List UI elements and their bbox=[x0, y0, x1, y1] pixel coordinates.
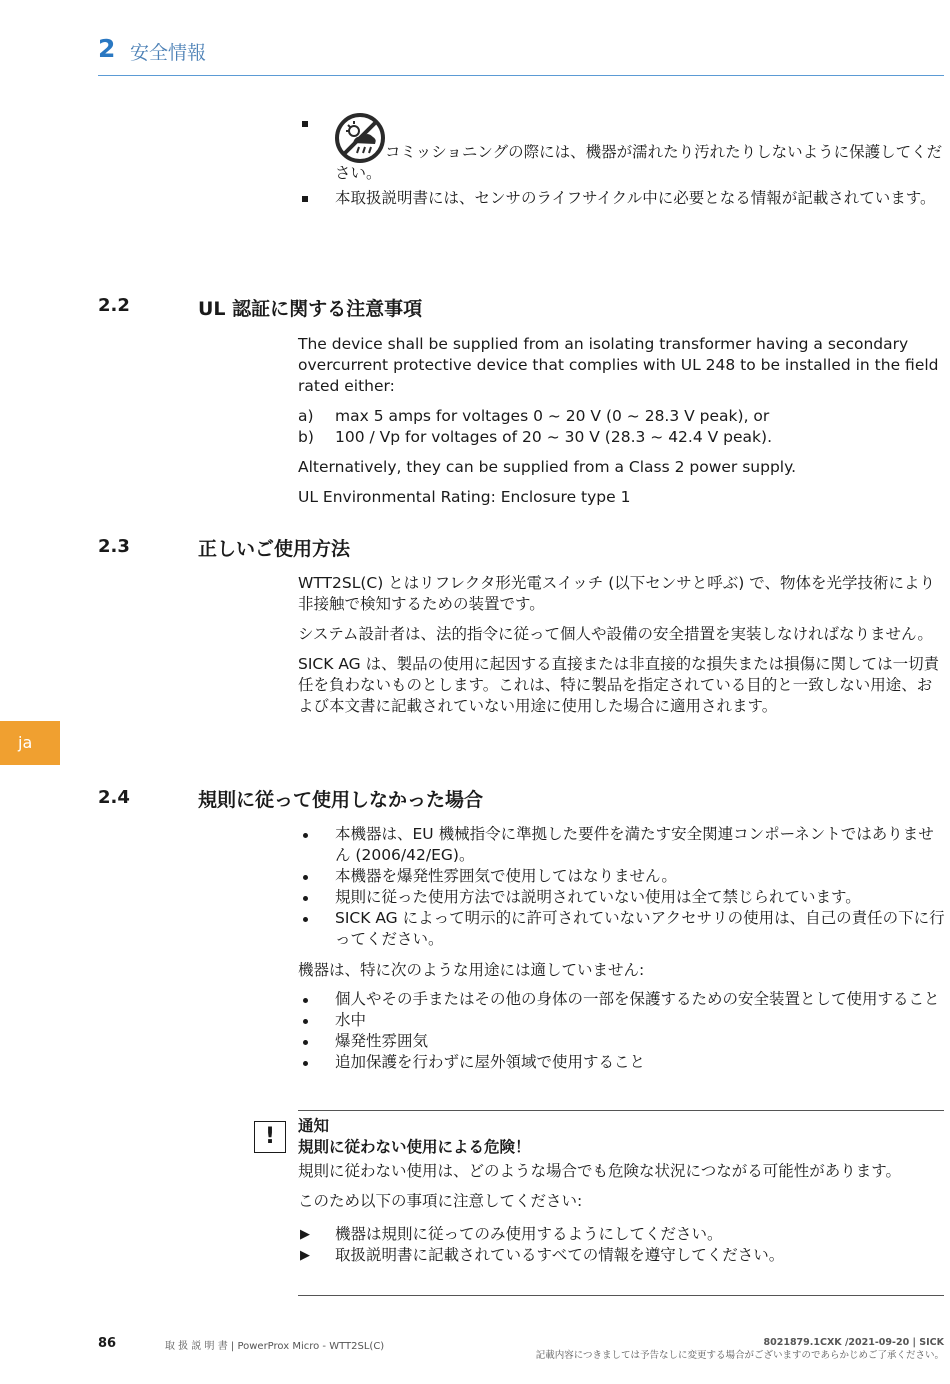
list-item bbox=[298, 1010, 946, 1031]
notice-box bbox=[298, 1110, 944, 1296]
section-title: 規則に従って使用しなかった場合 bbox=[198, 789, 484, 811]
bullet-text: 水中 bbox=[335, 1011, 367, 1029]
square-bullet-icon bbox=[302, 121, 308, 127]
bullet-text: 本取扱説明書には、センサのライフサイクル中に必要となる情報が記載されています。 bbox=[335, 189, 936, 207]
footer-note: 記載内容につきましては予告なしに変更する場合がございますのであらかじめご了承ください。 bbox=[535, 1350, 944, 1361]
bullet-text: 本機器を爆発性雰囲気で使用してはなりません。 bbox=[335, 867, 677, 885]
bullet-text: 追加保護を行わずに屋外領域で使用すること bbox=[335, 1053, 646, 1071]
bullet-text: 個人やその手またはその他の身体の一部を保護するための安全装置として使用すること bbox=[335, 990, 940, 1008]
bullet-text: 本機器は、EU 機械指令に準拠した要件を満たす安全関連コンポーネントではありません (2006/42/EG)。 bbox=[335, 825, 934, 864]
list-text: max 5 amps for voltages 0 ~ 20 V (0 ~ 28.3 V peak), or bbox=[335, 407, 770, 425]
bullet-text: SICK AG によって明示的に許可されていないアクセサリの使用は、自己の責任の下に行ってください。 bbox=[335, 909, 945, 948]
bullet-text: コミッショニングの際には、機器が濡れたり汚れたりしないように保護してください。 bbox=[335, 143, 943, 182]
paragraph: UL Environmental Rating: Enclosure type 1 bbox=[298, 488, 631, 506]
paragraph: 規則に従わない使用は、どのような場合でも危険な状況につながる可能性があります。 bbox=[298, 1162, 901, 1180]
list-item bbox=[298, 866, 946, 887]
list-item bbox=[298, 989, 946, 1010]
section-title: UL 認証に関する注意事項 bbox=[198, 298, 423, 320]
bullet-text: 規則に従った使用方法では説明されていない使用は全て禁じられています。 bbox=[335, 888, 861, 906]
chapter-title: 安全情報 bbox=[130, 42, 207, 64]
bullet-dot-icon bbox=[303, 1019, 308, 1024]
bullet-dot-icon bbox=[303, 1061, 308, 1066]
step-text: 機器は規則に従ってのみ使用するようにしてください。 bbox=[335, 1225, 723, 1243]
document-title: 取 扱 説 明 書 | PowerProx Micro - WTT2SL(C) bbox=[165, 1341, 385, 1352]
list-item bbox=[298, 427, 946, 448]
language-tab: ja bbox=[0, 721, 60, 765]
bullet-dot-icon bbox=[303, 833, 308, 838]
arrow-bullet-icon: ▶ bbox=[300, 1248, 310, 1263]
square-bullet-icon bbox=[302, 196, 308, 202]
bullet-dot-icon bbox=[303, 998, 308, 1003]
notice-heading: 規則に従わない使用による危険！ bbox=[298, 1138, 531, 1156]
bullet-dot-icon bbox=[303, 875, 308, 880]
list-text: 100 / Vp for voltages of 20 ~ 30 V (28.3 ~ 42.4 V peak). bbox=[335, 428, 772, 446]
list-item bbox=[298, 188, 946, 209]
section-number: 2.3 bbox=[98, 536, 130, 557]
bullet-dot-icon bbox=[303, 917, 308, 922]
document-id: 8021879.1CXK /2021-09-20 | SICK bbox=[763, 1337, 944, 1348]
bullet-text: 爆発性雰囲気 bbox=[335, 1032, 429, 1050]
paragraph: 機器は、特に次のような用途には適していません: bbox=[298, 961, 645, 979]
list-item bbox=[298, 1052, 946, 1073]
chapter-number: 2 bbox=[98, 34, 116, 63]
page-header bbox=[98, 34, 944, 76]
paragraph: WTT2SL(C) とはリフレクタ形光電スイッチ (以下センサと呼ぶ) で、物体を光学技術により非接触で検知するための装置です。 bbox=[298, 574, 935, 613]
list-item bbox=[298, 908, 946, 950]
list-item bbox=[298, 824, 946, 866]
paragraph: Alternatively, they can be supplied from a Class 2 power supply. bbox=[298, 458, 796, 476]
bullet-dot-icon bbox=[303, 1040, 308, 1045]
notice-label: 通知 bbox=[298, 1117, 330, 1135]
paragraph: The device shall be supplied from an isolating transformer having a secondary overcurrent protective device that complies with UL 248 to be installed in the field rated either: bbox=[298, 335, 939, 395]
paragraph: システム設計者は、法的指令に従って個人や設備の安全措置を実装しなければなりません。 bbox=[298, 625, 933, 643]
page-number: 86 bbox=[98, 1336, 117, 1351]
section-number: 2.2 bbox=[98, 295, 130, 316]
list-item bbox=[298, 406, 946, 427]
list-item bbox=[298, 1224, 944, 1245]
bullet-dot-icon bbox=[303, 896, 308, 901]
paragraph: このため以下の事項に注意してください: bbox=[298, 1192, 583, 1210]
step-text: 取扱説明書に記載されているすべての情報を遵守してください。 bbox=[335, 1246, 785, 1264]
list-item bbox=[298, 887, 946, 908]
section-body bbox=[298, 573, 946, 726]
list-label: b) bbox=[298, 428, 314, 446]
bullet-list bbox=[298, 824, 946, 950]
section-number: 2.4 bbox=[98, 787, 130, 808]
arrow-bullet-icon: ▶ bbox=[300, 1227, 310, 1242]
section-body bbox=[298, 334, 946, 517]
section-title: 正しいご使用方法 bbox=[198, 538, 351, 560]
exclamation-icon: ! bbox=[254, 1121, 286, 1153]
list-item bbox=[298, 1031, 946, 1052]
list-label: a) bbox=[298, 407, 314, 425]
no-wet-weather-icon bbox=[335, 113, 385, 163]
paragraph: SICK AG は、製品の使用に起因する直接または非直接的な損失または損傷に関しては一切責任を負わないものとします。これは、特に製品を指定されている目的と一致しない用途、および本文書に記載されていない用途に使用した場合に適用されます。 bbox=[298, 655, 940, 715]
list-item bbox=[298, 113, 946, 184]
bullet-list bbox=[298, 989, 946, 1073]
intro-bullet-list bbox=[298, 113, 946, 209]
footer-info bbox=[536, 1336, 944, 1362]
list-item bbox=[298, 1245, 944, 1266]
